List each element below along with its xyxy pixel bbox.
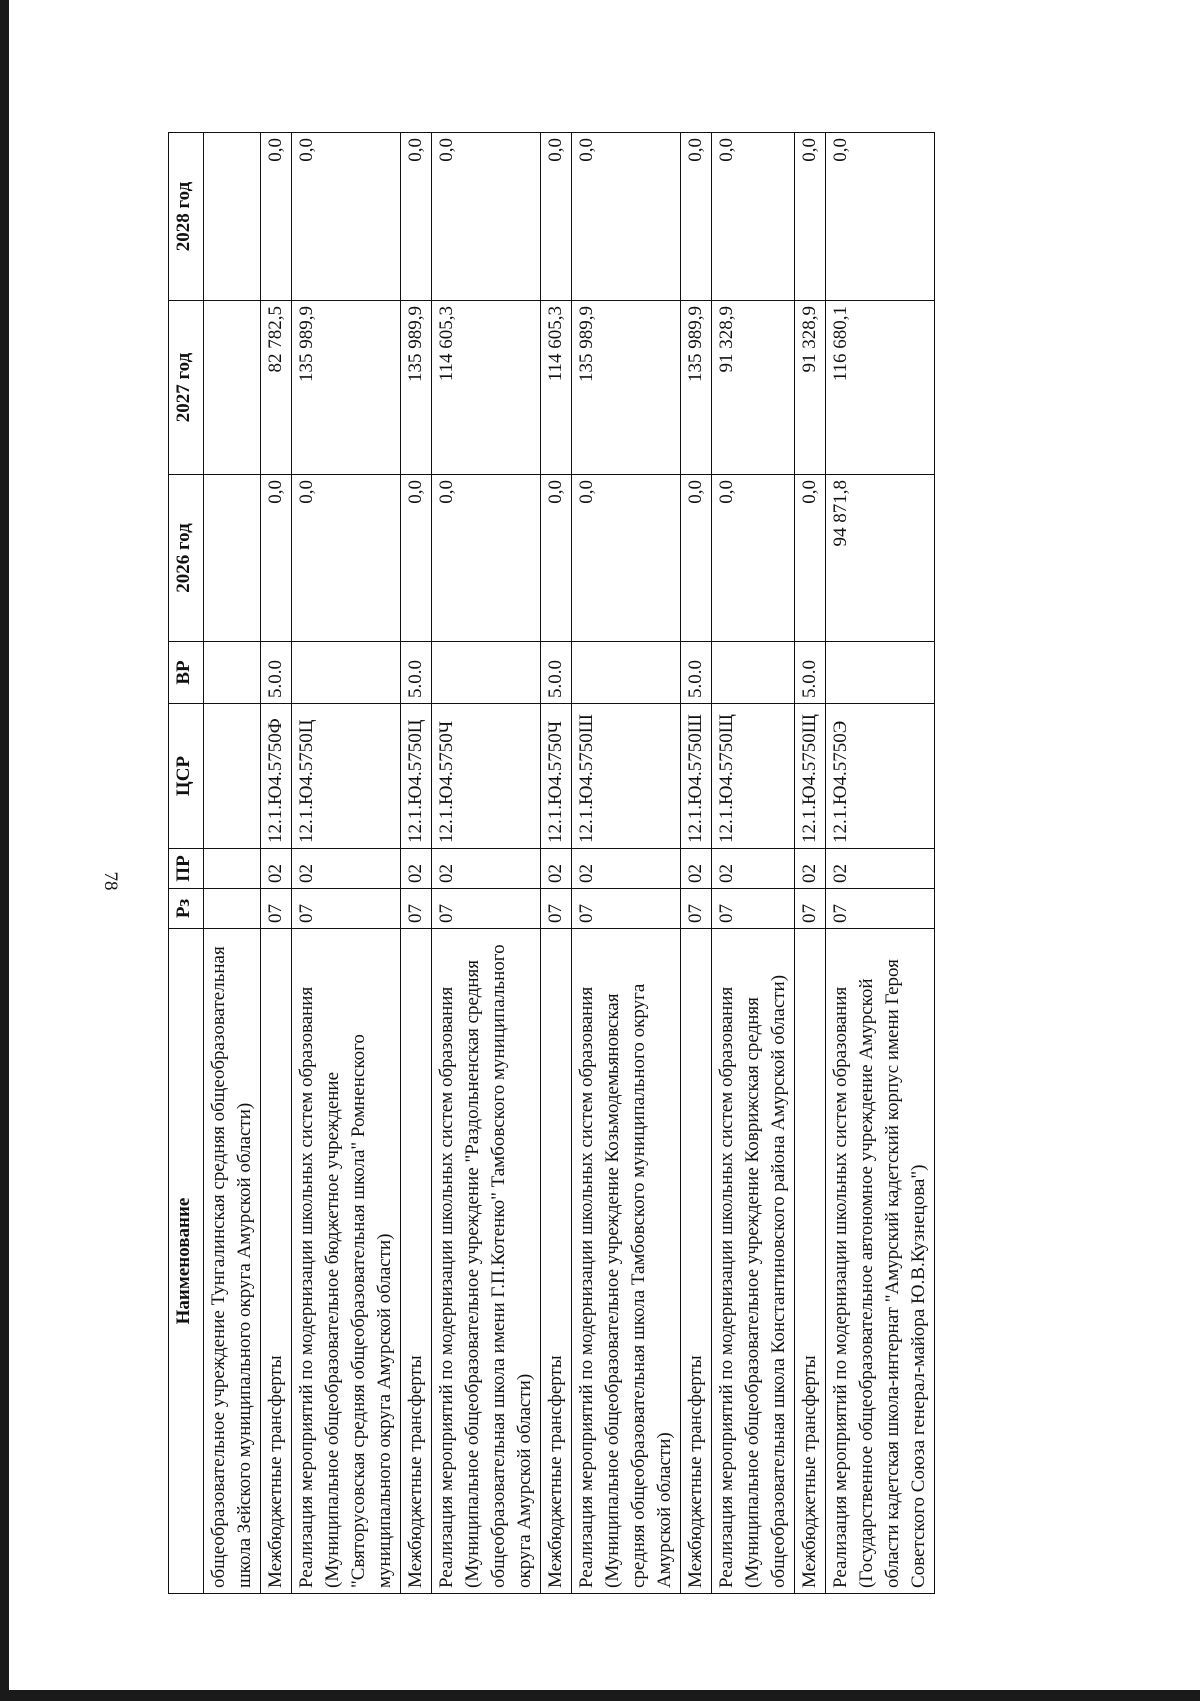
cell-2027: 114 605,3: [432, 301, 541, 475]
cell-2027: 135 989,9: [572, 301, 681, 475]
header-name: Наименование: [169, 929, 204, 1594]
rotated-page-area: [168, 133, 1049, 1594]
cell-vr: [432, 642, 541, 704]
cell-name: Реализация мероприятий по модернизации школьных систем образования (Муниципальное общеобразовательное учреждение "Раздольненская средняя общеобразовательная школа имени Г.П.Котенко" Тамбовского муниципального округа Амурской области): [432, 929, 541, 1594]
cell-csr: 12.1.Ю4.5750Щ: [712, 704, 795, 849]
table-row: [712, 133, 795, 1594]
cell-csr: 12.1.Ю4.5750Ф: [261, 704, 292, 849]
cell-name: Реализация мероприятий по модернизации школьных систем образования (Муниципальное общеобразовательное учреждение Козьмодемьяновская средняя общеобразовательная школа Тамбовского муниципального округа Амурской области): [572, 929, 681, 1594]
cell-2027: 91 328,9: [795, 301, 826, 475]
cell-2026: 0,0: [292, 475, 401, 642]
cell-2028: 0,0: [261, 133, 292, 301]
table-header-row: [169, 133, 204, 1594]
table-row: [292, 133, 401, 1594]
cell-pr: 02: [432, 849, 541, 889]
cell-pr: 02: [826, 849, 935, 889]
cell-vr: [712, 642, 795, 704]
cell-2028: 0,0: [795, 133, 826, 301]
cell-rz: 07: [261, 889, 292, 929]
cell-vr: [826, 642, 935, 704]
cell-2028: [204, 133, 261, 301]
cell-2028: 0,0: [541, 133, 572, 301]
header-rz: Рз: [169, 889, 204, 929]
cell-csr: 12.1.Ю4.5750Ш: [572, 704, 681, 849]
cell-vr: 5.0.0: [681, 642, 712, 704]
cell-csr: [204, 704, 261, 849]
cell-rz: 07: [432, 889, 541, 929]
cell-2026: 94 871,8: [826, 475, 935, 642]
cell-2027: 135 989,9: [292, 301, 401, 475]
cell-2027: [204, 301, 261, 475]
cell-name: общеобразовательное учреждение Тунгалинская средняя общеобразовательная школа Зейского муниципального округа Амурской области): [204, 929, 261, 1594]
table-row: [681, 133, 712, 1594]
cell-2026: 0,0: [572, 475, 681, 642]
cell-2028: 0,0: [292, 133, 401, 301]
cell-csr: 12.1.Ю4.5750Ч: [541, 704, 572, 849]
cell-vr: [292, 642, 401, 704]
header-2026: 2026 год: [169, 475, 204, 642]
table-wrapper: [168, 133, 1049, 1594]
cell-vr: 5.0.0: [541, 642, 572, 704]
cell-2027: 135 989,9: [681, 301, 712, 475]
cell-rz: 07: [541, 889, 572, 929]
cell-rz: 07: [292, 889, 401, 929]
cell-pr: 02: [541, 849, 572, 889]
cell-name: Реализация мероприятий по модернизации школьных систем образования (Муниципальное общеобразовательное учреждение Коврижская средняя общеобразовательная школа Константиновского района Амурской области): [712, 929, 795, 1594]
cell-name: Реализация мероприятий по модернизации школьных систем образования (Муниципальное общеобразовательное бюджетное учреждение "Святорусовская средняя общеобразовательная школа" Ромненского муниципального округа Амурской области): [292, 929, 401, 1594]
table-row: [795, 133, 826, 1594]
cell-pr: [204, 849, 261, 889]
cell-vr: [204, 642, 261, 704]
cell-vr: 5.0.0: [401, 642, 432, 704]
cell-name: Межбюджетные трансферты: [795, 929, 826, 1594]
table-row: [401, 133, 432, 1594]
cell-rz: 07: [572, 889, 681, 929]
cell-csr: 12.1.Ю4.5750Ш: [681, 704, 712, 849]
cell-rz: 07: [681, 889, 712, 929]
cell-name: Реализация мероприятий по модернизации школьных систем образования (Государственное общеобразовательное автономное учреждение Амурской области кадетская школа-интернат "Амурский кадетский корпус имени Героя Советского Союза генерал-майора Ю.В.Кузнецова"): [826, 929, 935, 1594]
scan-edge-left: [0, 0, 9, 1701]
cell-name: Межбюджетные трансферты: [261, 929, 292, 1594]
table-row: [204, 133, 261, 1594]
header-csr: ЦСР: [169, 704, 204, 849]
header-pr: ПР: [169, 849, 204, 889]
cell-pr: 02: [401, 849, 432, 889]
cell-rz: [204, 889, 261, 929]
cell-pr: 02: [261, 849, 292, 889]
cell-2026: 0,0: [712, 475, 795, 642]
cell-2028: 0,0: [432, 133, 541, 301]
cell-csr: 12.1.Ю4.5750Э: [826, 704, 935, 849]
cell-pr: 02: [712, 849, 795, 889]
cell-2026: 0,0: [261, 475, 292, 642]
cell-2027: 114 605,3: [541, 301, 572, 475]
cell-csr: 12.1.Ю4.5750Ц: [292, 704, 401, 849]
page-number: 78: [100, 871, 121, 891]
table-row: [432, 133, 541, 1594]
cell-pr: 02: [681, 849, 712, 889]
cell-2026: 0,0: [432, 475, 541, 642]
cell-vr: 5.0.0: [261, 642, 292, 704]
cell-2027: 116 680,1: [826, 301, 935, 475]
cell-pr: 02: [292, 849, 401, 889]
cell-2028: 0,0: [401, 133, 432, 301]
header-vr: ВР: [169, 642, 204, 704]
header-2027: 2027 год: [169, 301, 204, 475]
cell-vr: 5.0.0: [795, 642, 826, 704]
cell-pr: 02: [795, 849, 826, 889]
cell-2027: 82 782,5: [261, 301, 292, 475]
cell-2028: 0,0: [572, 133, 681, 301]
cell-name: Межбюджетные трансферты: [401, 929, 432, 1594]
cell-2027: 135 989,9: [401, 301, 432, 475]
cell-name: Межбюджетные трансферты: [681, 929, 712, 1594]
cell-rz: 07: [712, 889, 795, 929]
table-row: [261, 133, 292, 1594]
cell-vr: [572, 642, 681, 704]
cell-csr: 12.1.Ю4.5750Ч: [432, 704, 541, 849]
cell-2026: [204, 475, 261, 642]
cell-2026: 0,0: [681, 475, 712, 642]
scan-edge-bottom: [0, 1690, 1200, 1701]
header-2028: 2028 год: [169, 133, 204, 301]
cell-name: Межбюджетные трансферты: [541, 929, 572, 1594]
cell-2028: 0,0: [712, 133, 795, 301]
cell-csr: 12.1.Ю4.5750Ц: [401, 704, 432, 849]
cell-2026: 0,0: [541, 475, 572, 642]
cell-2026: 0,0: [401, 475, 432, 642]
table-row: [541, 133, 572, 1594]
cell-2028: 0,0: [681, 133, 712, 301]
table-row: [572, 133, 681, 1594]
cell-2027: 91 328,9: [712, 301, 795, 475]
cell-rz: 07: [401, 889, 432, 929]
cell-pr: 02: [572, 849, 681, 889]
cell-rz: 07: [795, 889, 826, 929]
budget-table: [168, 132, 935, 1594]
cell-rz: 07: [826, 889, 935, 929]
cell-2028: 0,0: [826, 133, 935, 301]
cell-csr: 12.1.Ю4.5750Щ: [795, 704, 826, 849]
cell-2026: 0,0: [795, 475, 826, 642]
table-row: [826, 133, 935, 1594]
